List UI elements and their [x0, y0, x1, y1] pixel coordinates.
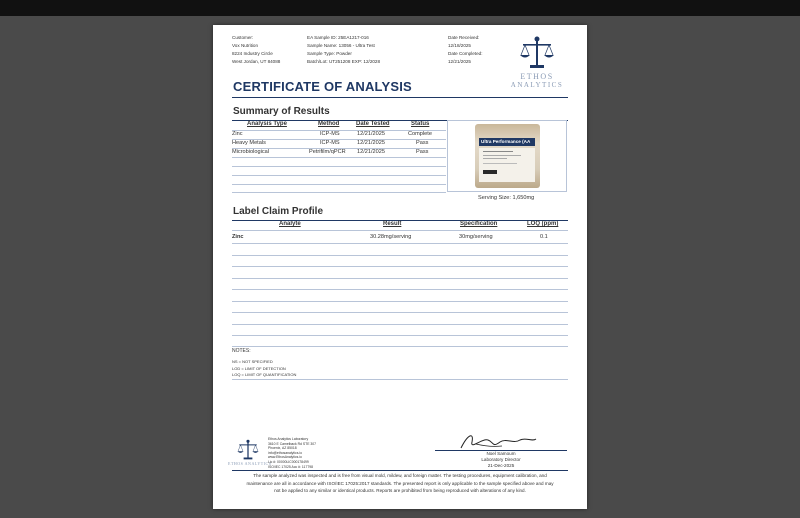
col-result: Result — [383, 221, 402, 227]
summary-row-1-method: ICP-MS — [320, 131, 340, 137]
lab-info-block — [268, 437, 316, 469]
customer-address-2: West Jordan, UT 84088 — [232, 59, 281, 64]
customer-name: Vox Nutrition — [232, 43, 259, 48]
summary-row-3-date: 12/21/2025 — [357, 149, 385, 155]
claim-row-line — [232, 230, 568, 231]
signature-block — [435, 451, 567, 469]
date-completed-label: Date Completed: — [448, 51, 483, 56]
summary-row-1-status: Complete — [408, 131, 432, 137]
coa-document-page — [213, 25, 587, 509]
summary-row-line — [232, 157, 446, 158]
product-photo — [475, 124, 540, 188]
claim-row-line — [232, 278, 568, 279]
summary-row-2-status: Pass — [416, 140, 429, 146]
page-title: CERTIFICATE OF ANALYSIS — [233, 79, 412, 94]
note-lod: LOD = LIMIT OF DETECTION — [232, 365, 286, 371]
summary-row-2-method: ICP-MS — [320, 140, 340, 146]
sample-name: Sample Name: 13056 - Ultra Test — [307, 43, 375, 48]
col-date-tested: Date Tested — [356, 121, 390, 127]
sample-block — [307, 34, 380, 66]
batch-lot: Batch/Lot: UT251208 EXP: 12/2028 — [307, 59, 381, 64]
lab-name: Ethos Analytics Laboratory — [268, 437, 309, 441]
claim-row-line — [232, 312, 568, 313]
claim-row-line — [232, 301, 568, 302]
sample-id: EA Sample ID: 25EA1217-016 — [307, 35, 369, 40]
summary-row-2-date: 12/21/2025 — [357, 140, 385, 146]
serving-size: Serving Size: 1,650mg — [478, 195, 535, 201]
disclaimer — [227, 472, 573, 495]
customer-block — [232, 34, 280, 66]
col-method: Method — [318, 121, 340, 127]
claim-row-1-result: 30.28mg/serving — [370, 234, 412, 240]
viewer-top-bar — [0, 0, 800, 16]
claim-row-line — [232, 266, 568, 267]
lab-website: www.EthosAnalytics.io — [268, 455, 302, 460]
notes-rule — [232, 379, 568, 380]
lab-city: Phoenix, AZ 85018 — [268, 446, 297, 451]
summary-row-line — [232, 192, 446, 193]
product-label-band: Ultra Performance (AA — [479, 138, 535, 146]
claim-row-1-analyte: Zinc — [232, 234, 244, 240]
summary-row-3-type: Microbiological — [232, 149, 269, 155]
ethos-scales-logo — [513, 35, 561, 71]
label-claim-heading: Label Claim Profile — [233, 206, 324, 217]
summary-row-2-type: Heavy Metals — [232, 140, 266, 146]
customer-label: Customer: — [232, 35, 254, 40]
claim-row-line — [232, 346, 568, 347]
notes-heading: NOTES: — [232, 348, 251, 354]
claim-row-line — [232, 243, 568, 244]
disclaimer-line-1: The sample analyzed was inspected and is free from visual mold, mildew, and foreign matter. The testing procedures, equipment calibration, and — [253, 473, 547, 478]
col-status: Status — [411, 121, 430, 127]
claim-row-line — [232, 324, 568, 325]
product-label-panel — [479, 148, 535, 182]
footer-logo-line-1: ETHOS — [228, 461, 244, 466]
footer-logo-line-2: ANALYTICS — [244, 461, 272, 466]
signatory-name: Noel Samoum — [486, 451, 516, 456]
claim-row-1-spec: 30mg/serving — [459, 234, 493, 240]
signature-date: 21-Dec-2025 — [487, 463, 515, 468]
col-specification: Specification — [460, 221, 498, 227]
sample-type: Sample Type: Powder — [307, 51, 352, 56]
lab-email: info@ethosanalytics.io — [268, 450, 302, 455]
date-received: 12/18/2025 — [448, 43, 471, 48]
col-analysis-type: Analysis Type — [247, 121, 287, 127]
lab-license: Lic #: 00000LIC000178499 — [268, 459, 309, 464]
date-completed: 12/21/2025 — [448, 59, 471, 64]
footer-logo-text — [228, 461, 272, 466]
claim-row-1-loq: 0.1 — [540, 234, 548, 240]
date-received-label: Date Received: — [448, 35, 480, 40]
summary-row-1-date: 12/21/2025 — [357, 131, 385, 137]
summary-heading: Summary of Results — [233, 106, 330, 117]
claim-row-line — [232, 335, 568, 336]
summary-row-line — [232, 184, 446, 185]
claim-row-line — [232, 289, 568, 290]
signature-image — [458, 430, 538, 452]
summary-row-3-method: Petrifilm/qPCR — [309, 149, 346, 155]
disclaimer-line-3: not be applied to any similar or identical products. Reports are prohibited from being reproduced with alterations of any kind. — [274, 488, 526, 493]
summary-row-line — [232, 166, 446, 167]
claim-row-line — [232, 255, 568, 256]
footer-rule — [232, 470, 568, 471]
note-loq: LOQ = LIMIT OF QUANTIFICATION — [232, 372, 297, 377]
product-image-frame — [447, 120, 567, 192]
summary-row-3-status: Pass — [416, 149, 429, 155]
summary-row-1-type: Zinc — [232, 131, 243, 137]
logo-line-2: ANALYTICS — [510, 81, 564, 89]
lab-address: 3610 E Camelback Rd STE 307 — [268, 441, 317, 446]
note-ns: NS = NOT SPECIFIED — [232, 359, 273, 364]
dates-block — [448, 34, 482, 66]
title-rule — [232, 97, 568, 98]
notes-list — [232, 359, 296, 379]
lab-iso: ISO/IEC 17025 Acc #: 117798 — [268, 464, 313, 469]
signatory-role: Laboratory Director — [481, 457, 521, 462]
col-loq: LOQ (ppm) — [527, 221, 559, 227]
disclaimer-line-2: maintenance are all in accordance with ISO/IEC 17025:2017 standards. The presented report is only applicable to the sample specified above and may — [246, 480, 554, 486]
logo-line-1: ETHOS — [520, 72, 554, 81]
col-analyte: Analyte — [279, 221, 301, 227]
summary-row-line — [232, 175, 446, 176]
customer-address-1: 8224 Industry Circle — [232, 51, 273, 56]
